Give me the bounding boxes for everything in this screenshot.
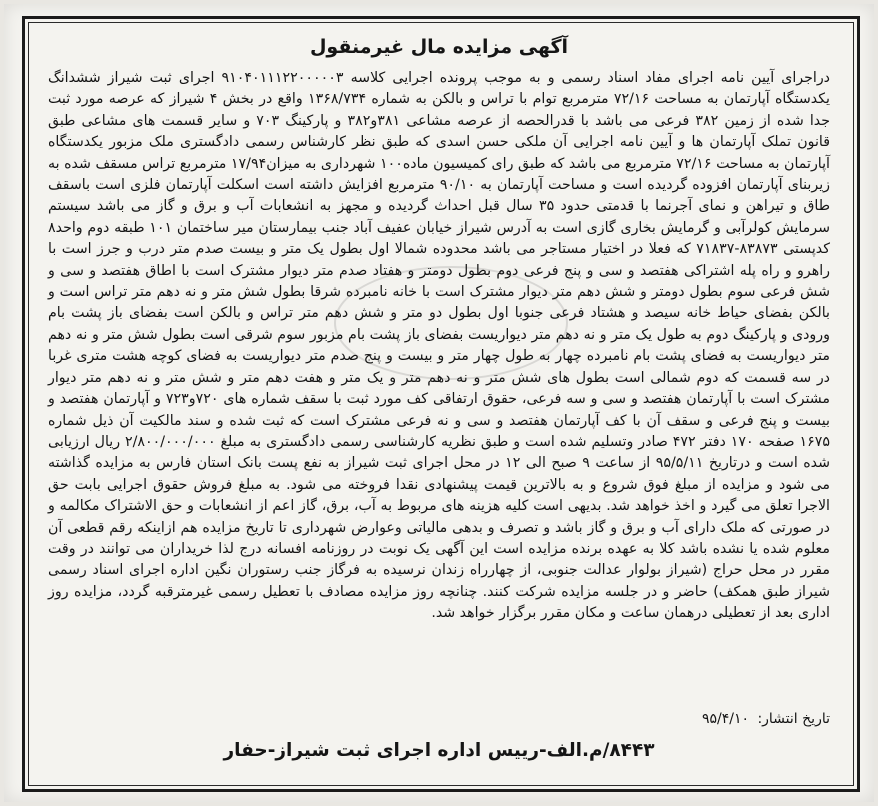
notice-body: دراجرای آیین نامه اجرای مفاد اسناد رسمی و به موجب پرونده اجرایی کلاسه ۹۱۰۴۰۱۱۱۲۲۰۰۰۰۰۳ اجرای ثبت شیراز ششدانگ یکدستگاه آپارتمان به مساحت ۷۲/۱۶ مترمربع توام با تراس و بالکن به شماره ۱۳۶۸/۷۳۴ واقع در بخش ۴ شیراز که عرصه مورد ثبت جدا شده از زمین ۳۸۲ فرعی می باشد با قدرالحصه از عرصه مشاعی ۳۸۱و۳۸۲ و پارکینگ ۷۰۳ و سایر قسمت های مشاعی طبق قانون تملک آپارتمان ها و آیین نامه اجرایی آن ملکی حسن اسدی که طبق نظر کارشناس رسمی دادگستری ملک مزبور یکدستگاه آپارتمان به مساحت ۷۲/۱۶ مترمربع می باشد که طبق رای کمیسیون ماده۱۰۰ شهرداری به میزان۱۷/۹۴ مترمربع تراس مسقف شده به زیربنای آپارتمان افزوده گردیده است و مساحت آپارتمان به ۹۰/۱۰ مترمربع افزایش داشته است اسکلت آپارتمان فلزی است باسقف طاق و تیراهن و نمای آجرنما با قدمتی حدود ۳۵ سال قبل احداث گردیده و مجهز به انشعابات آب و برق و گاز می باشد سیستم سرمایش کولرآبی و گرمایش بخاری گازی است به آدرس شیراز خیابان عفیف آباد جنب بیمارستان میر ساختمان ۱۰۱ طبقه دوم واحد۸ کدپستی ۸۳۸۷۳-۷۱۸۳۷ که فعلا در اختیار مستاجر می باشد محدوده شمالا اول بطول یک متر و بیست صدم متر درب و جرز است با راهرو و راه پله اشتراکی هفتصد و سی و پنج فرعی دوم بطول دومتر و هفتاد صدم متر دیوار مشترک است با اطاق هفتصد و سی و شش فرعی سوم بطول دومتر و شش دهم متر دیوار مشترک است با خانه نامبرده شرقا بطول شش متر و نه دهم متر تراس است و بالکن بفضای حیاط خانه سیصد و هشتاد فرعی جنوبا اول بطول دو متر و شش دهم متر تراس و بالکن است بفضای باز پشت بام ورودی و پارکینگ دوم به طول یک متر و نه دهم متر دیواریست بفضای باز پشت بام مزبور سوم شرقی است بطول شش متر و نه دهم متر دیواریست به فضای پشت بام نامبرده چهار به طول چهار متر و بیست و پنج صدم متر دیواریست به فضای کوچه هشت متری غربا در سه قسمت که دوم شمالی است بطول های شش متر و نه دهم متر و یک متر و هفت دهم متر و شش متر و نه دهم متر دیوار مشترک است با آپارتمان هفتصد و سی و سه فرعی، حقوق ارتفاقی کف مورد ثبت با سقف شماره های ۷۲۰و۷۲۳ و آپارتمان هفتصد و بیست و پنج فرعی و سقف آن با کف آپارتمان هفتصد و سی و نه فرعی مشترک است که ثبت شده و سند مالکیت آن ذیل شماره ۱۶۷۵ صفحه ۱۷۰ دفتر ۴۷۲ صادر وتسلیم شده است و طبق نظریه کارشناسی رسمی دادگستری به مبلغ ۲/۸۰۰/۰۰۰/۰۰۰ ریال ارزیابی شده است و درتاریخ ۹۵/۵/۱۱ از ساعت ۹ صبح الی ۱۲ در محل اجرای ثبت شیراز به نفع پست بانک استان فارس به مزایده گذاشته می شود و مزایده از مبلغ فوق شروع و به بالاترین قیمت پیشنهادی نقدا فروخته می شود. به مبلغ فروش حقوق اجرایی بابت حق الاجرا تعلق می گیرد و اخذ خواهد شد. بدیهی است کلیه هزینه های مربوط به آب، برق، گاز اعم از انشعابات و حق الاشتراک مکالمه و در صورتی که ملک دارای آب و برق و گاز باشد و تصرف و بدهی مالیاتی وعوارض شهرداری تا تاریخ مزایده هم ازاینکه رقم قطعی آن معلوم شده یا نشده باشد کلا به عهده برنده مزایده است این آگهی یک نوبت در روزنامه افسانه درج لذا خریداران می توانند در وقت مقرر در محل حراج (شیراز بولوار عدالت جنوبی، از چهارراه زندان نرسیده به فرگاز جنب رستوران نگین اداره اجرای اسناد رسمی شیراز طبق همکف) حاضر و در جلسه مزایده شرکت کنند. چنانچه روز مزایده مصادف با تعطیل رسمی غیرمترقبه گردد، مزایده روز اداری بعد از تعطیلی درهمان ساعت و مکان مقرر برگزار خواهد شد. — [48, 70, 831, 622]
notice-title: آگهی مزایده مال غیرمنقول — [309, 36, 569, 58]
publication-date — [702, 711, 830, 727]
newspaper-clipping — [4, 4, 874, 802]
publication-date-value: ۹۵/۴/۱۰ — [701, 711, 749, 727]
publication-date-label: تاریخ انتشار: — [757, 711, 830, 727]
notice-signature: ۸۴۴۳/م.الف-رییس اداره اجرای ثبت شیراز-حفار — [223, 740, 655, 761]
